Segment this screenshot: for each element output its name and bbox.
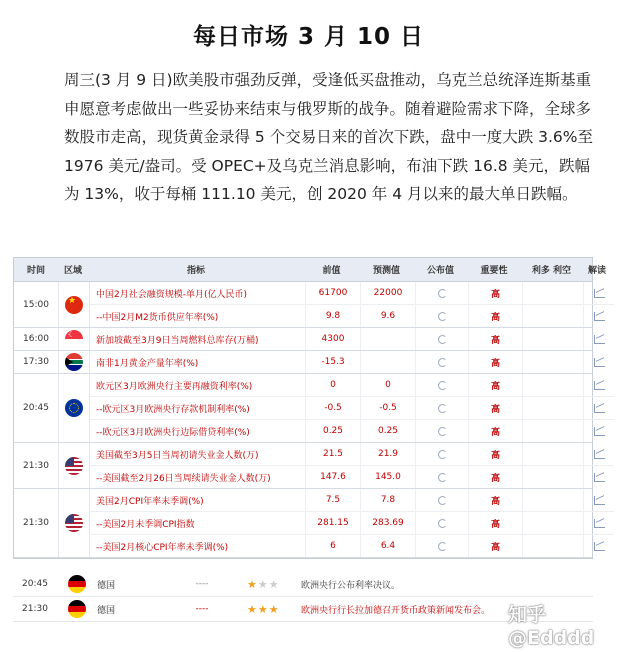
event-description: 欧洲央行公布利率决议。	[301, 580, 401, 591]
forecast-cell: 0	[361, 374, 416, 396]
header-importance: 重要性	[480, 266, 508, 276]
bull-bear-cell	[523, 535, 584, 557]
table-row[interactable]	[90, 351, 614, 373]
star-icon: ★	[257, 577, 269, 591]
importance-cell: 高	[469, 397, 523, 419]
germany-flag-icon	[68, 575, 86, 593]
header-read: 解读	[587, 266, 606, 276]
forecast-cell	[361, 328, 416, 350]
bull-bear-cell	[523, 489, 584, 511]
importance-cell: 高	[469, 512, 523, 534]
event-description: 欧洲央行行长拉加德召开货币政策新闻发布会。	[301, 605, 491, 616]
group-area	[59, 328, 90, 350]
eu-flag-icon	[65, 399, 83, 417]
published-cell	[416, 397, 469, 419]
economic-calendar-table	[13, 257, 606, 559]
importance-cell: 高	[469, 443, 523, 465]
indicator-cell: 南非1月黄金产量年率(%)	[90, 351, 306, 373]
read-cell[interactable]	[584, 466, 614, 488]
bull-bear-cell	[523, 443, 584, 465]
bull-bear-cell	[523, 374, 584, 396]
group-time: 21:30	[14, 489, 59, 557]
published-cell	[416, 420, 469, 442]
table-row[interactable]	[90, 282, 614, 305]
loading-icon	[438, 335, 447, 344]
indicator-cell: --欧元区3月欧洲央行存款机制利率(%)	[90, 397, 306, 419]
read-cell[interactable]	[584, 374, 614, 396]
loading-icon	[438, 358, 447, 367]
loading-icon	[438, 496, 447, 505]
forecast-cell: 7.8	[361, 489, 416, 511]
table-group	[14, 443, 592, 489]
read-cell[interactable]	[584, 420, 614, 442]
event-placeholder: ----	[195, 579, 209, 589]
forecast-cell: 6.4	[361, 535, 416, 557]
header-forecast: 预测值	[372, 266, 400, 276]
group-time: 15:00	[14, 282, 59, 327]
previous-cell: 147.6	[306, 466, 361, 488]
importance-stars	[247, 603, 301, 616]
event-flag	[57, 600, 97, 618]
star-icon: ★	[268, 577, 280, 591]
previous-cell: 6	[306, 535, 361, 557]
table-body	[14, 282, 592, 558]
read-cell[interactable]	[584, 305, 614, 327]
indicator-cell: --中国2月M2货币供应年率(%)	[90, 305, 306, 327]
chart-icon[interactable]	[594, 450, 605, 459]
indicator-cell: 美国截至3月5日当周初请失业金人数(万)	[90, 443, 306, 465]
read-cell[interactable]	[584, 328, 614, 350]
chart-icon[interactable]	[594, 519, 605, 528]
published-cell	[416, 535, 469, 557]
forecast-cell: 21.9	[361, 443, 416, 465]
chart-icon[interactable]	[594, 335, 605, 344]
loading-icon	[438, 312, 447, 321]
star-icon: ★	[247, 602, 258, 616]
table-group	[14, 489, 592, 558]
south-africa-flag-icon	[65, 353, 83, 371]
importance-cell: 高	[469, 489, 523, 511]
event-row[interactable]	[13, 572, 593, 597]
event-time: 20:45	[22, 579, 48, 589]
table-header	[14, 258, 606, 282]
forecast-cell: 9.6	[361, 305, 416, 327]
forecast-cell: 145.0	[361, 466, 416, 488]
importance-cell: 高	[469, 328, 523, 350]
loading-icon	[438, 381, 447, 390]
chart-icon[interactable]	[594, 358, 605, 367]
read-cell[interactable]	[584, 443, 614, 465]
published-cell	[416, 489, 469, 511]
published-cell	[416, 512, 469, 534]
page-title: 每日市场 3 月 10 日	[192, 24, 425, 50]
importance-cell: 高	[469, 466, 523, 488]
table-row[interactable]	[90, 397, 614, 420]
group-time: 21:30	[14, 443, 59, 488]
indicator-cell: --欧元区3月欧洲央行边际借贷利率(%)	[90, 420, 306, 442]
indicator-cell: --美国截至2月26日当周续请失业金人数(万)	[90, 466, 306, 488]
indicator-cell: 新加坡截至3月9日当周燃料总库存(万桶)	[90, 328, 306, 350]
group-time: 17:30	[14, 351, 59, 373]
chart-icon[interactable]	[594, 496, 605, 505]
event-flag	[57, 575, 97, 593]
previous-cell: 0	[306, 374, 361, 396]
importance-cell: 高	[469, 351, 523, 373]
event-country: 德国	[97, 605, 116, 616]
previous-cell: 0.25	[306, 420, 361, 442]
loading-icon	[438, 427, 447, 436]
indicator-cell: 中国2月社会融资规模-单月(亿人民币)	[90, 282, 306, 304]
china-flag-icon	[65, 296, 83, 314]
published-cell	[416, 466, 469, 488]
previous-cell: -15.3	[306, 351, 361, 373]
previous-cell: 281.15	[306, 512, 361, 534]
event-country: 德国	[97, 580, 116, 591]
forecast-cell	[361, 351, 416, 373]
bull-bear-cell	[523, 397, 584, 419]
table-group	[14, 282, 592, 328]
group-area	[59, 374, 90, 442]
loading-icon	[438, 542, 447, 551]
star-icon: ★	[268, 602, 280, 616]
indicator-cell: --美国2月核心CPI年率未季调(%)	[90, 535, 306, 557]
chart-icon[interactable]	[594, 312, 605, 321]
previous-cell: 21.5	[306, 443, 361, 465]
chart-icon[interactable]	[594, 381, 605, 390]
chart-icon[interactable]	[594, 289, 605, 298]
watermark: 知乎 @Edddd	[508, 604, 595, 649]
previous-cell: 9.8	[306, 305, 361, 327]
group-area	[59, 489, 90, 557]
bull-bear-cell	[523, 305, 584, 327]
chart-icon[interactable]	[594, 404, 605, 413]
bull-bear-cell	[523, 466, 584, 488]
loading-icon	[438, 519, 447, 528]
table-row[interactable]	[90, 535, 614, 557]
read-cell[interactable]	[584, 489, 614, 511]
read-cell[interactable]	[584, 351, 614, 373]
chart-icon[interactable]	[594, 427, 605, 436]
importance-cell: 高	[469, 305, 523, 327]
published-cell	[416, 374, 469, 396]
star-icon: ★	[257, 602, 269, 616]
group-time: 20:45	[14, 374, 59, 442]
loading-icon	[438, 473, 447, 482]
star-icon: ★	[247, 577, 258, 591]
header-time: 时间	[26, 266, 45, 276]
table-row[interactable]	[90, 466, 614, 488]
indicator-cell: 欧元区3月欧洲央行主要再融资利率(%)	[90, 374, 306, 396]
table-row[interactable]	[90, 328, 614, 350]
published-cell	[416, 282, 469, 304]
importance-stars	[247, 578, 301, 591]
group-time: 16:00	[14, 328, 59, 350]
importance-cell: 高	[469, 282, 523, 304]
event-placeholder: ----	[195, 604, 209, 614]
read-cell[interactable]	[584, 397, 614, 419]
header-area: 区域	[63, 266, 82, 276]
loading-icon	[438, 404, 447, 413]
table-row[interactable]	[90, 420, 614, 442]
us-flag-icon	[65, 457, 83, 475]
header-bull-bear: 利多 利空	[531, 266, 572, 276]
table-group	[14, 374, 592, 443]
read-cell[interactable]	[584, 512, 614, 534]
bull-bear-cell	[523, 282, 584, 304]
chart-icon[interactable]	[594, 473, 605, 482]
event-time: 21:30	[22, 604, 48, 614]
loading-icon	[438, 289, 447, 298]
singapore-flag-icon	[65, 330, 83, 348]
table-row[interactable]	[90, 305, 614, 327]
published-cell	[416, 328, 469, 350]
chart-icon[interactable]	[594, 542, 605, 551]
group-area	[59, 443, 90, 488]
table-group	[14, 328, 592, 351]
us-flag-icon	[65, 514, 83, 532]
event-row[interactable]	[13, 597, 593, 622]
indicator-cell: 美国2月CPI年率未季调(%)	[90, 489, 306, 511]
previous-cell: 4300	[306, 328, 361, 350]
group-area	[59, 282, 90, 327]
indicator-cell: --美国2月未季调CPI指数	[90, 512, 306, 534]
forecast-cell: 283.69	[361, 512, 416, 534]
importance-cell: 高	[469, 420, 523, 442]
forecast-cell: -0.5	[361, 397, 416, 419]
header-published: 公布值	[426, 266, 454, 276]
table-row[interactable]	[90, 374, 614, 397]
published-cell	[416, 351, 469, 373]
table-row[interactable]	[90, 443, 614, 466]
group-area	[59, 351, 90, 373]
published-cell	[416, 305, 469, 327]
importance-cell: 高	[469, 535, 523, 557]
previous-cell: 61700	[306, 282, 361, 304]
bull-bear-cell	[523, 512, 584, 534]
importance-cell: 高	[469, 374, 523, 396]
header-previous: 前值	[322, 266, 341, 276]
bull-bear-cell	[523, 351, 584, 373]
read-cell[interactable]	[584, 282, 614, 304]
forecast-cell: 22000	[361, 282, 416, 304]
forecast-cell: 0.25	[361, 420, 416, 442]
table-group	[14, 351, 592, 374]
bull-bear-cell	[523, 420, 584, 442]
table-row[interactable]	[90, 489, 614, 512]
summary-paragraph: 周三(3 月 9 日)欧美股市强劲反弹，受逢低买盘推动，乌克兰总统泽连斯基重申愿意考虑做出一些妥协来结束与俄罗斯的战争。随着避险需求下降，全球多数股市走高，现货黄金录得 5 个交易日来的首次下跌，盘中一度大跌 3.6%至 1976 美元/盎司。受 OPEC+及乌克兰消息影响，布油下跌 16.8 美元，跌幅为 13%，收于每桶 111.10 美元，创 2020 年 4 月以来的最大单日跌幅。	[64, 71, 594, 204]
previous-cell: -0.5	[306, 397, 361, 419]
germany-flag-icon	[68, 600, 86, 618]
read-cell[interactable]	[584, 535, 614, 557]
bull-bear-cell	[523, 328, 584, 350]
previous-cell: 7.5	[306, 489, 361, 511]
published-cell	[416, 443, 469, 465]
header-indicator: 指标	[186, 266, 205, 276]
table-row[interactable]	[90, 512, 614, 535]
loading-icon	[438, 450, 447, 459]
